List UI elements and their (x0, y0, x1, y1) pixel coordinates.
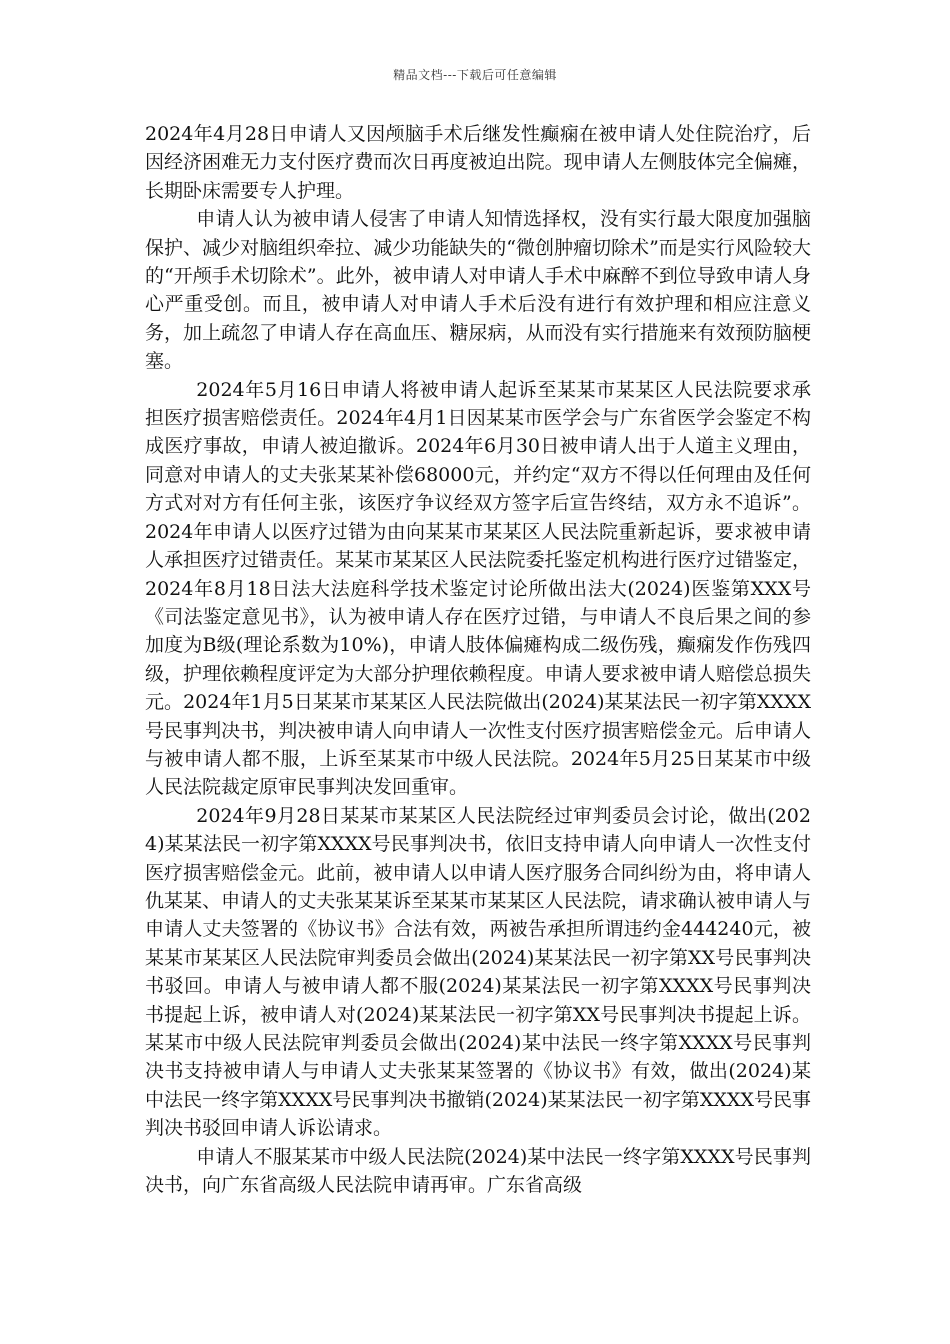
paragraph-1: 2024年4月28日申请人又因颅脑手术后继发性癫痫在被申请人处住院治疗，后因经济困难无力支付医疗费而次日再度被迫出院。现申请人左侧肢体完全偏瘫，长期卧床需要专人护理。 (145, 123, 811, 202)
paragraph-2: 申请人认为被申请人侵害了申请人知情选择权，没有实行最大限度加强脑保护、减少对脑组织牵拉、减少功能缺失的“微创肿瘤切除术”而是实行风险较大的“开颅手术切除术”。此外，被申请人对申请人手术中麻醉不到位导致申请人身心严重受创。而且，被申请人对申请人手术后没有进行有效护理和相应注意义务，加上疏忽了申请人存在高血压、糖尿病，从而没有实行措施来有效预防脑梗塞。 (145, 208, 811, 373)
paragraph-3: 2024年5月16日申请人将被申请人起诉至某某市某某区人民法院要求承担医疗损害赔偿责任。2024年4月1日因某某市医学会与广东省医学会鉴定不构成医疗事故，申请人被迫撤诉。2024年6月30日被申请人出于人道主义理由，同意对申请人的丈夫张某某补偿68000元，并约定“双方不得以任何理由及任何方式对对方有任何主张，该医疗争议经双方签字后宣告终结，双方永不追诉”。2024年申请人以医疗过错为由向某某市某某区人民法院重新起诉，要求被申请人承担医疗过错责任。某某市某某区人民法院委托鉴定机构进行医疗过错鉴定，2024年8月18日法大法庭科学技术鉴定讨论所做出法大(2024)医鉴第XXX号《司法鉴定意见书》，认为被申请人存在医疗过错，与申请人不良后果之间的参加度为B级(理论系数为10%)，申请人肢体偏瘫构成二级伤残，癫痫发作伤残四级，护理依赖程度评定为大部分护理依赖程度。申请人要求被申请人赔偿总损失元。2024年1月5日某某市某某区人民法院做出(2024)某某法民一初字第XXXX号民事判决书，判决被申请人向申请人一次性支付医疗损害赔偿金元。后申请人与被申请人都不服，上诉至某某市中级人民法院。2024年5月25日某某市中级人民法院裁定原审民事判决发回重审。 (145, 378, 811, 799)
document-body (145, 120, 811, 1199)
paragraph-4: 2024年9月28日某某市某某区人民法院经过审判委员会讨论，做出(2024)某某法民一初字第XXXX号民事判决书，依旧支持申请人向申请人一次性支付医疗损害赔偿金元。此前，被申请人以申请人医疗服务合同纠纷为由，将申请人仇某某、申请人的丈夫张某某诉至某某市某某区人民法院，请求确认被申请人与申请人丈夫签署的《协议书》合法有效，两被告承担所谓违约金444240元，被某某市某某区人民法院审判委员会做出(2024)某某法民一初字第XX号民事判决书驳回。申请人与被申请人都不服(2024)某某法民一初字第XXXX号民事判决书提起上诉，被申请人对(2024)某某法民一初字第XX号民事判决书提起上诉。某某市中级人民法院审判委员会做出(2024)某中法民一终字第XXXX号民事判决书支持被申请人与申请人丈夫张某某签署的《协议书》有效，做出(2024)某中法民一终字第XXXX号民事判决书撤销(2024)某某法民一初字第XXXX号民事判决书驳回申请人诉讼请求。 (145, 804, 811, 1140)
page-header: 精品文档---下载后可任意编辑 (393, 68, 557, 82)
paragraph-5: 申请人不服某某市中级人民法院(2024)某中法民一终字第XXXX号民事判决书，向广东省高级人民法院申请再审。广东省高级 (145, 1145, 811, 1197)
